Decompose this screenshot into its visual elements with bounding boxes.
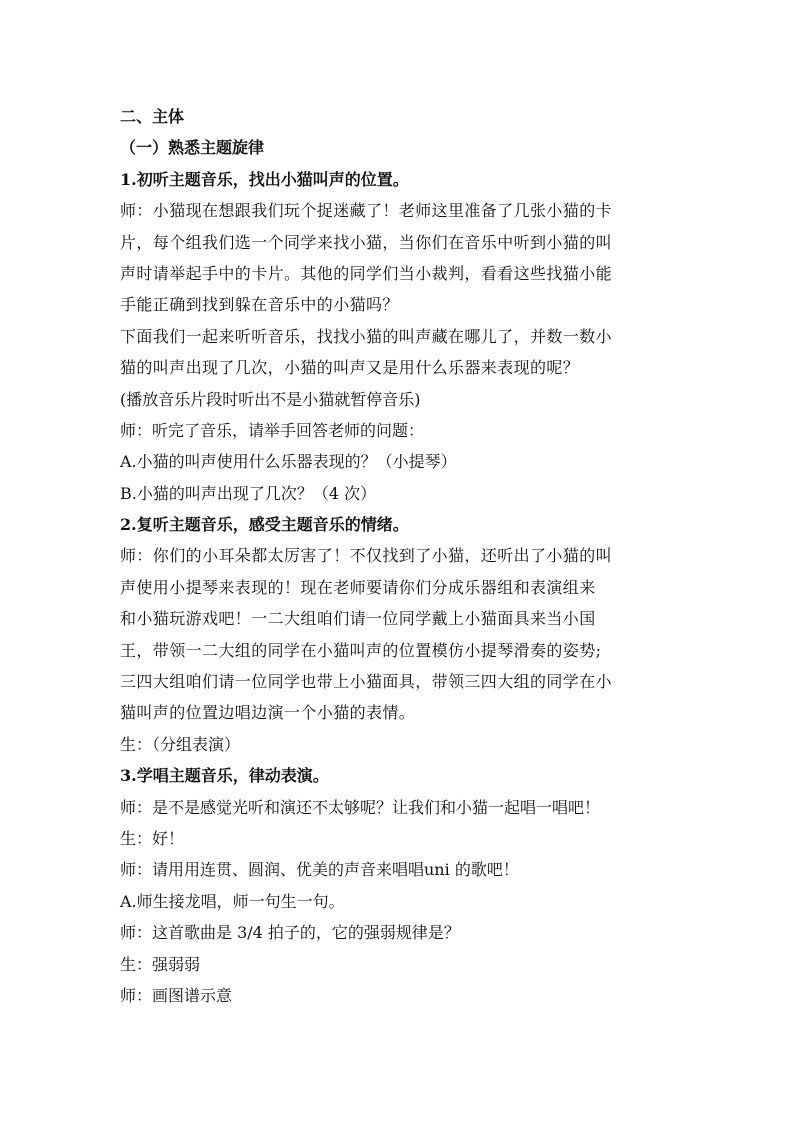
step1-heading: 1.初听主题音乐，找出小猫叫声的位置。 — [120, 169, 409, 189]
step3-line: 生：强弱弱 — [120, 954, 201, 974]
step2-para-line: 王，带领一二大组的同学在小猫叫声的位置模仿小提琴滑奏的姿势; — [120, 640, 602, 660]
step2-heading: 2.复听主题音乐，感受主题音乐的情绪。 — [120, 515, 409, 535]
step2-para-line: 声使用小提琴来表现的！现在老师要请你们分成乐器组和表演组来 — [120, 577, 596, 597]
step3-line: 师：请用用连贯、圆润、优美的声音来唱唱uni 的歌吧！ — [120, 860, 519, 880]
step2-para-line: 猫叫声的位置边唱边演一个小猫的表情。 — [120, 703, 416, 723]
step1-note: (播放音乐片段时听出不是小猫就暂停音乐) — [120, 389, 421, 409]
step1-answer-b: B.小猫的叫声出现了几次？（4 次） — [120, 483, 377, 503]
step1-para2-line: 猫的叫声出现了几次，小猫的叫声又是用什么乐器来表现的呢？ — [120, 358, 580, 378]
step1-para1-line: 片，每个组我们选一个同学来找小猫，当你们在音乐中听到小猫的叫 — [120, 232, 613, 252]
step2-student-response: 生：（分组表演） — [120, 734, 241, 754]
step3-line: 师：是不是感觉光听和演还不太够呢？让我们和小猫一起唱一唱吧！ — [120, 797, 601, 817]
step2-para-line: 师：你们的小耳朵都太厉害了！不仅找到了小猫，还听出了小猫的叫 — [120, 546, 613, 566]
document-body — [120, 101, 680, 1011]
section-heading: 二、主体 — [120, 107, 185, 126]
step3-line: A.师生接龙唱，师一句生一句。 — [120, 891, 345, 911]
step1-para2-line: 下面我们一起来听听音乐，找找小猫的叫声藏在哪儿了，并数一数小 — [120, 326, 613, 346]
step3-heading: 3.学唱主题音乐，律动表演。 — [120, 766, 329, 786]
step1-para1-line: 师：小猫现在想跟我们玩个捉迷藏了！老师这里准备了几张小猫的卡 — [120, 201, 613, 221]
step1-para1-line: 声时请举起手中的卡片。其他的同学们当小裁判，看看这些找猫小能 — [120, 263, 613, 283]
step3-line: 生：好！ — [120, 828, 185, 848]
step2-para-line: 三四大组咱们请一位同学也带上小猫面具，带领三四大组的同学在小 — [120, 672, 613, 692]
step2-para-line: 和小猫玩游戏吧！一二大组咱们请一位同学戴上小猫面具来当小国 — [120, 609, 596, 629]
step3-line: 师：画图谱示意 — [120, 985, 233, 1005]
step1-answer-a: A.小猫的叫声使用什么乐器表现的？（小提琴） — [120, 452, 457, 472]
subsection-heading: （一）熟悉主题旋律 — [120, 138, 265, 158]
step1-teacher-question: 师：听完了音乐，请举手回答老师的问题： — [120, 420, 425, 440]
step3-line: 师：这首歌曲是 3/4 拍子的，它的强弱规律是？ — [120, 923, 460, 943]
step1-para1-line: 手能正确到找到躲在音乐中的小猫吗？ — [120, 295, 399, 315]
